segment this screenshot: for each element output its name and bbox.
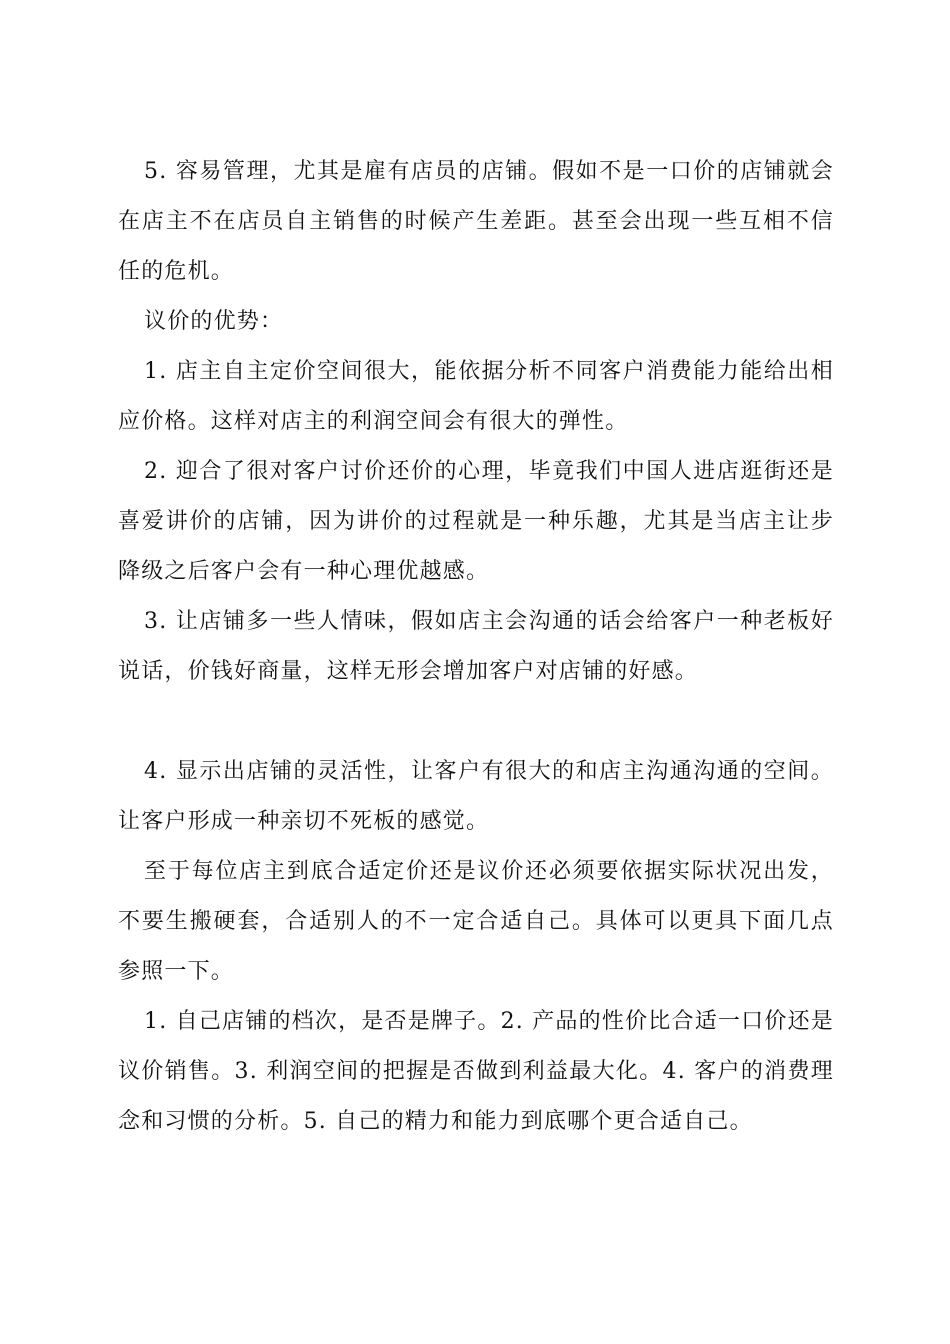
- document-body: [118, 147, 834, 1147]
- paragraph-reference-points: 1. 自己店铺的档次，是否是牌子。2. 产品的性价比合适一口价还是议价销售。3. 利润空间的把握是否做到利益最大化。4. 客户的消费理念和习惯的分析。5. 自己的精力和能力到底哪个更合适自己。: [118, 1009, 834, 1134]
- paragraph-conclusion: 至于每位店主到底合适定价还是议价还必须要依据实际状况出发，不要生搬硬套，合适别人的不一定合适自己。具体可以更具下面几点参照一下。: [118, 859, 834, 984]
- paragraph-item-5-easy-management: 5. 容易管理，尤其是雇有店员的店铺。假如不是一口价的店铺就会在店主不在店员自主销售的时候产生差距。甚至会出现一些互相不信任的危机。: [118, 159, 834, 284]
- paragraph-item-1-pricing-space: 1. 店主自主定价空间很大，能依据分析不同客户消费能力能给出相应价格。这样对店主的利润空间会有很大的弹性。: [118, 359, 834, 434]
- section-heading-bargaining-advantages: 议价的优势：: [144, 309, 284, 334]
- paragraph-item-4-flexibility: 4. 显示出店铺的灵活性，让客户有很大的和店主沟通沟通的空间。让客户形成一种亲切不死板的感觉。: [118, 759, 834, 834]
- paragraph-gap: [118, 697, 834, 747]
- paragraph-item-2-bargaining-psychology: 2. 迎合了很对客户讨价还价的心理，毕竟我们中国人进店逛街还是喜爱讲价的店铺，因为讲价的过程就是一种乐趣，尤其是当店主让步降级之后客户会有一种心理优越感。: [118, 459, 834, 584]
- paragraph-item-3-human-touch: 3. 让店铺多一些人情味，假如店主会沟通的话会给客户一种老板好说话，价钱好商量，这样无形会增加客户对店铺的好感。: [118, 609, 834, 684]
